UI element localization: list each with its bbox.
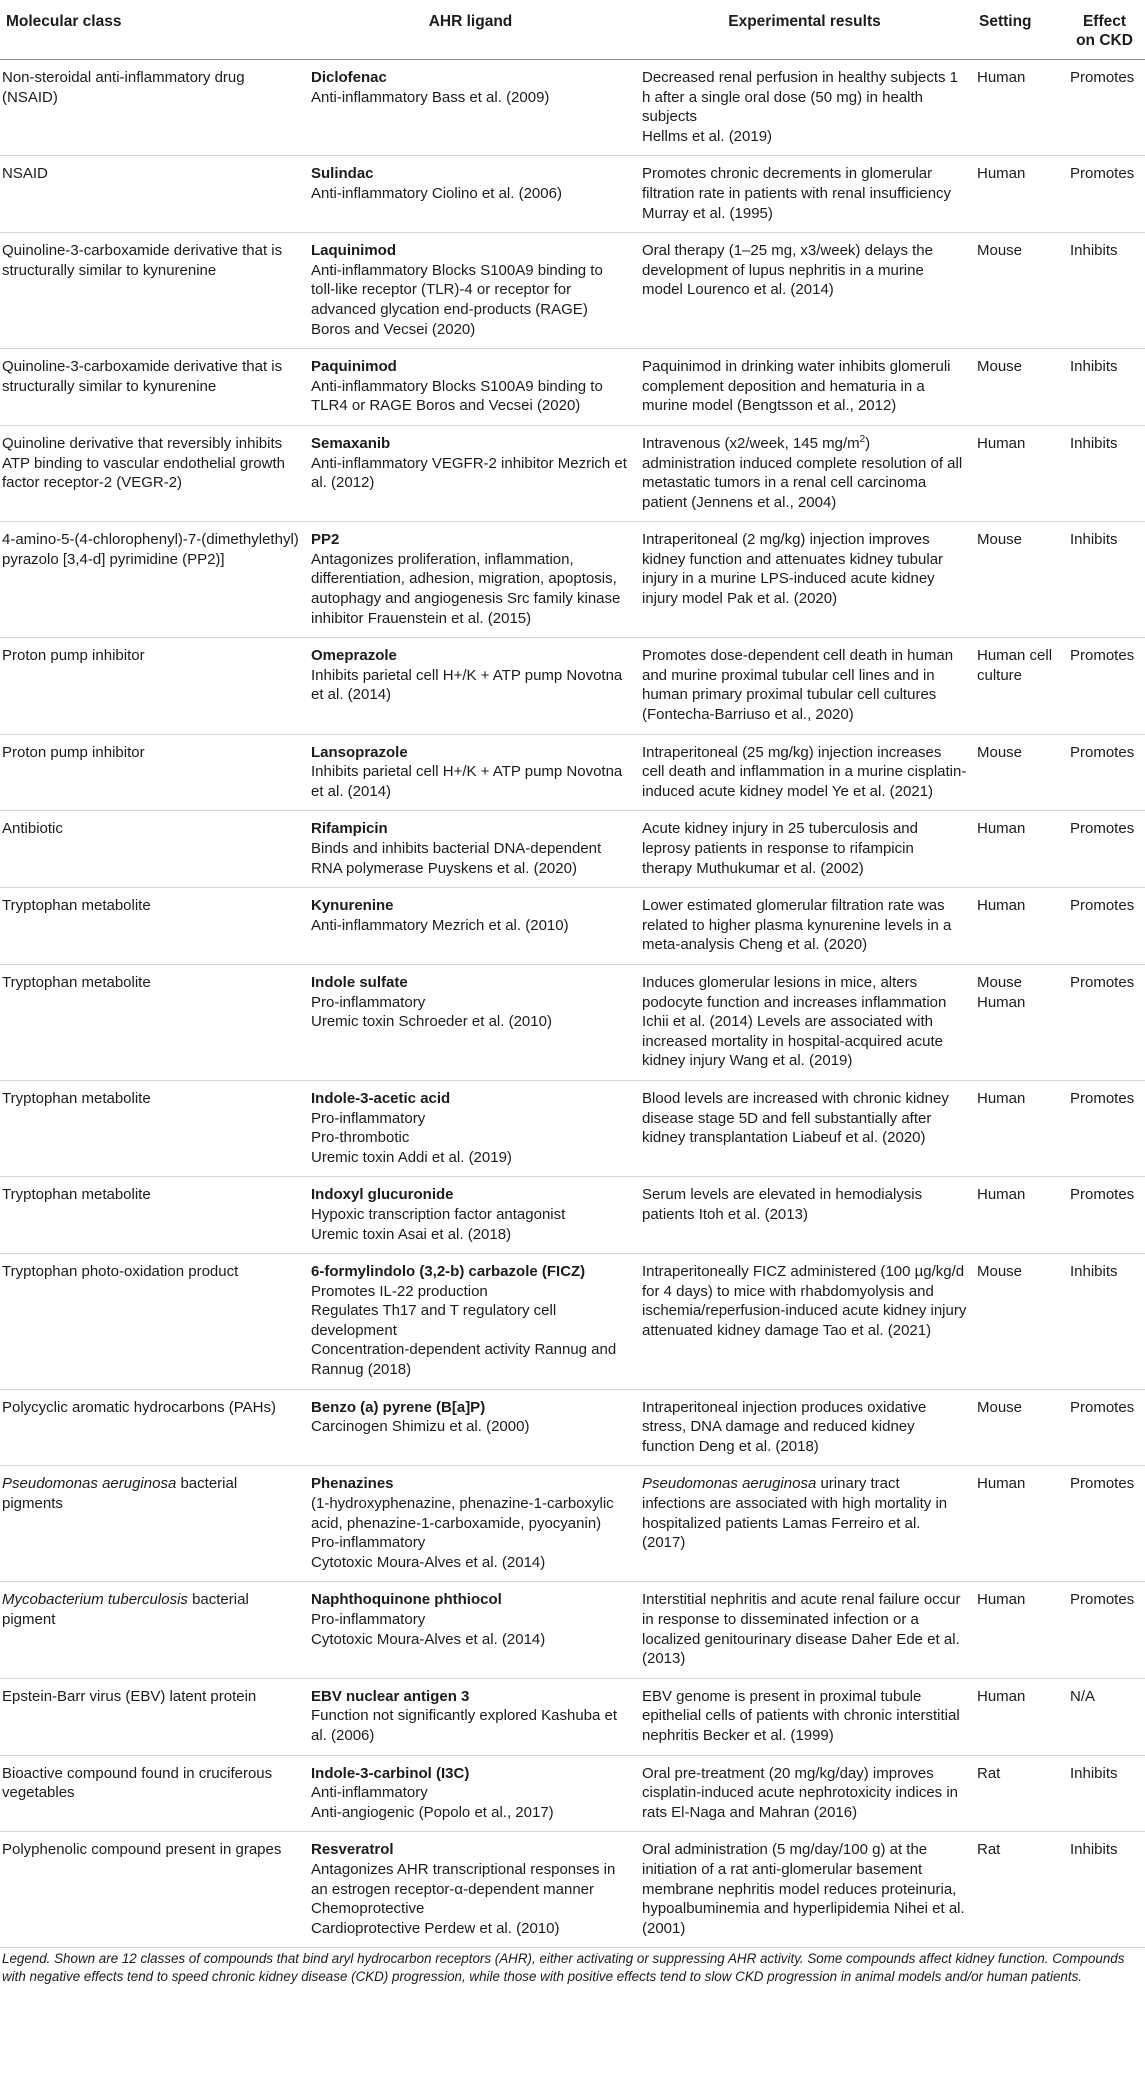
result-text: Promotes chronic decrements in glomerular filtration rate in patients with renal insufficiency Murray et al. (1995) — [642, 165, 952, 222]
class-text: Quinoline-3-carboxamide derivative that is structurally similar to kynurenine — [2, 242, 283, 279]
result-organism-name: Pseudomonas aeruginosa — [642, 1475, 817, 1493]
table-row — [0, 1177, 1145, 1254]
cell-ahr-ligand — [305, 638, 636, 734]
ligand-description: Binds and inhibits bacterial DNA-dependent RNA polymerase Puyskens et al. (2020) — [311, 840, 602, 877]
cell-effect-on-ckd: Inhibits — [1064, 522, 1145, 638]
cell-setting: Human — [973, 156, 1064, 233]
ligand-name: Paquinimod — [311, 358, 397, 376]
cell-experimental-results — [636, 1177, 973, 1254]
class-text: Tryptophan metabolite — [2, 1089, 151, 1107]
ligand-description: Cytotoxic Moura-Alves et al. (2014) — [311, 1630, 546, 1648]
result-text: Induces glomerular lesions in mice, alters podocyte function and increases inflammation Ichii et al. (2014) Levels are associated with increased mortality in hospital-acquired acute kidney injury Wang et al. (2019) — [642, 973, 947, 1070]
result-text: EBV genome is present in proximal tubule epithelial cells of patients with chronic interstitial nephritis Becker et al. (1999) — [642, 1687, 960, 1744]
class-text: Tryptophan metabolite — [2, 973, 151, 991]
table-row — [0, 1080, 1145, 1176]
cell-setting: Human — [973, 1582, 1064, 1678]
cell-experimental-results — [636, 233, 973, 349]
class-text: bacterial pigments — [2, 1475, 238, 1513]
cell-experimental-results — [636, 1389, 973, 1466]
header-experimental-results: Experimental results — [636, 0, 973, 60]
result-text: Promotes dose-dependent cell death in human and murine proximal tubular cell lines and in human primary proximal tubular cell cultures (Fontecha-Barriuso et al., 2020) — [642, 647, 954, 724]
cell-effect-on-ckd: Inhibits — [1064, 349, 1145, 426]
class-text: Tryptophan metabolite — [2, 897, 151, 915]
cell-experimental-results — [636, 522, 973, 638]
cell-ahr-ligand — [305, 1389, 636, 1466]
ligand-description: Antagonizes AHR transcriptional responses in an estrogen receptor-α-dependent manner — [311, 1860, 616, 1898]
ligand-description: Anti-inflammatory Blocks S100A9 binding to TLR4 or RAGE Boros and Vecsei (2020) — [311, 377, 603, 415]
ligand-name: Laquinimod — [311, 242, 396, 260]
class-text: Tryptophan metabolite — [2, 1186, 151, 1204]
cell-experimental-results — [636, 156, 973, 233]
result-text: Interstitial nephritis and acute renal failure occur in response to disseminated infection or a localized genitourinary disease Daher Ede et al. (2013) — [642, 1591, 961, 1668]
cell-ahr-ligand — [305, 1582, 636, 1678]
ligand-description: Uremic toxin Schroeder et al. (2010) — [311, 1013, 552, 1031]
cell-setting: Rat — [973, 1755, 1064, 1832]
ligand-description: Uremic toxin Addi et al. (2019) — [311, 1148, 512, 1166]
cell-ahr-ligand — [305, 888, 636, 965]
result-text: Intraperitoneal (2 mg/kg) injection improves kidney function and attenuates kidney tubular injury in a murine LPS-induced acute kidney injury model Pak et al. (2020) — [642, 531, 944, 608]
cell-molecular-class — [0, 734, 305, 811]
cell-molecular-class — [0, 1254, 305, 1390]
cell-molecular-class — [0, 888, 305, 965]
cell-setting: Mouse — [973, 522, 1064, 638]
result-superscript: 2 — [859, 433, 866, 445]
ligand-description: Inhibits parietal cell H+/K + ATP pump Novotna et al. (2014) — [311, 666, 623, 704]
cell-molecular-class — [0, 156, 305, 233]
ligand-description: Pro-thrombotic — [311, 1129, 410, 1147]
cell-ahr-ligand — [305, 1254, 636, 1390]
ligand-name: Indole sulfate — [311, 973, 408, 991]
cell-ahr-ligand — [305, 1080, 636, 1176]
ligand-description: Pro-inflammatory — [311, 1534, 426, 1552]
class-text: Antibiotic — [2, 820, 63, 838]
table-legend — [0, 1948, 1145, 1986]
table-row — [0, 811, 1145, 888]
cell-ahr-ligand — [305, 349, 636, 426]
cell-experimental-results — [636, 811, 973, 888]
class-text: Epstein-Barr virus (EBV) latent protein — [2, 1687, 257, 1705]
ligand-description: Anti-inflammatory — [311, 1784, 428, 1802]
cell-effect-on-ckd: Promotes — [1064, 60, 1145, 156]
ligand-description: Anti-inflammatory Mezrich et al. (2010) — [311, 916, 569, 934]
header-effect-on-ckd — [1064, 0, 1145, 60]
cell-ahr-ligand — [305, 156, 636, 233]
ligand-description: Concentration-dependent activity Rannug and Rannug (2018) — [311, 1341, 617, 1379]
cell-experimental-results — [636, 60, 973, 156]
header-effect-line2: on CKD — [1076, 32, 1133, 49]
table-row — [0, 964, 1145, 1080]
ligand-description: Regulates Th17 and T regulatory cell development — [311, 1302, 557, 1339]
table-header-row — [0, 0, 1145, 60]
table-row — [0, 156, 1145, 233]
ligand-name: Semaxanib — [311, 434, 391, 452]
cell-setting: Human — [973, 811, 1064, 888]
result-text: Hellms et al. (2019) — [642, 127, 773, 145]
cell-experimental-results — [636, 888, 973, 965]
cell-setting: Human — [973, 1678, 1064, 1755]
ligand-name: Sulindac — [311, 165, 374, 183]
class-text: Polyphenolic compound present in grapes — [2, 1841, 282, 1859]
table-row — [0, 1832, 1145, 1948]
ligand-description: Pro-inflammatory — [311, 1109, 426, 1127]
ligand-description: Anti-inflammatory Ciolino et al. (2006) — [311, 184, 562, 202]
table-row — [0, 1389, 1145, 1466]
table-row — [0, 1466, 1145, 1582]
ligand-description: Function not significantly explored Kashuba et al. (2006) — [311, 1707, 618, 1744]
ligand-name: 6-formylindolo (3,2-b) carbazole (FICZ) — [311, 1263, 586, 1281]
result-text: urinary tract infections are associated with high mortality in hospitalized patients Lamas Ferreiro et al. (2017) — [642, 1475, 948, 1552]
cell-molecular-class — [0, 1080, 305, 1176]
result-text: Serum levels are elevated in hemodialysis patients Itoh et al. (2013) — [642, 1186, 923, 1223]
ligand-description: Inhibits parietal cell H+/K + ATP pump Novotna et al. (2014) — [311, 763, 623, 800]
cell-molecular-class — [0, 1582, 305, 1678]
result-text: Intravenous (x2/week, 145 mg/m — [642, 434, 860, 452]
cell-setting: Mouse Human — [973, 964, 1064, 1080]
cell-ahr-ligand — [305, 1177, 636, 1254]
ligand-name: Phenazines — [311, 1475, 394, 1493]
cell-effect-on-ckd: Inhibits — [1064, 425, 1145, 521]
cell-molecular-class — [0, 425, 305, 521]
result-text: Oral administration (5 mg/day/100 g) at the initiation of a rat anti-glomerular basement membrane nephritis model reduces proteinuria, hypoalbuminemia and hyperlipidemia Nihei et al. (2001) — [642, 1841, 965, 1937]
class-text: bacterial pigment — [2, 1591, 249, 1628]
cell-ahr-ligand — [305, 522, 636, 638]
cell-molecular-class — [0, 1678, 305, 1755]
cell-effect-on-ckd: Promotes — [1064, 1389, 1145, 1466]
ligand-name: EBV nuclear antigen 3 — [311, 1687, 470, 1705]
cell-molecular-class — [0, 1832, 305, 1948]
result-text: Paquinimod in drinking water inhibits glomeruli complement deposition and hematuria in a murine model (Bengtsson et al., 2012) — [642, 358, 951, 415]
table-row — [0, 233, 1145, 349]
cell-ahr-ligand — [305, 1466, 636, 1582]
ligand-description: Anti-inflammatory VEGFR-2 inhibitor Mezrich et al. (2012) — [311, 454, 627, 492]
class-text: Tryptophan photo-oxidation product — [2, 1263, 239, 1281]
cell-experimental-results — [636, 638, 973, 734]
cell-effect-on-ckd: Promotes — [1064, 1466, 1145, 1582]
ligand-name: Omeprazole — [311, 647, 397, 665]
cell-experimental-results — [636, 964, 973, 1080]
result-text: Oral therapy (1–25 mg, x3/week) delays the development of lupus nephritis in a murine model Lourenco et al. (2014) — [642, 242, 933, 299]
cell-ahr-ligand — [305, 1755, 636, 1832]
cell-ahr-ligand — [305, 60, 636, 156]
cell-experimental-results — [636, 734, 973, 811]
cell-effect-on-ckd: Inhibits — [1064, 1254, 1145, 1390]
ligand-name: Indole-3-acetic acid — [311, 1089, 451, 1107]
cell-experimental-results — [636, 1080, 973, 1176]
cell-effect-on-ckd: Promotes — [1064, 1080, 1145, 1176]
cell-effect-on-ckd: Promotes — [1064, 888, 1145, 965]
class-text: 4-amino-5-(4-chlorophenyl)-7-(dimethylethyl) pyrazolo [3,4-d] pyrimidine (PP2)] — [2, 531, 299, 568]
ligand-description: Chemoprotective — [311, 1900, 425, 1918]
cell-molecular-class — [0, 349, 305, 426]
ligand-description: Anti-inflammatory Bass et al. (2009) — [311, 88, 550, 106]
cell-ahr-ligand — [305, 811, 636, 888]
cell-setting: Mouse — [973, 233, 1064, 349]
cell-effect-on-ckd: Inhibits — [1064, 1755, 1145, 1832]
ligand-description: Hypoxic transcription factor antagonist — [311, 1205, 566, 1223]
class-organism-name: Mycobacterium tuberculosis — [2, 1591, 188, 1609]
ligand-description: Pro-inflammatory — [311, 993, 426, 1011]
ligand-name: Resveratrol — [311, 1841, 394, 1859]
class-organism-name: Pseudomonas aeruginosa — [2, 1475, 177, 1493]
result-text: Acute kidney injury in 25 tuberculosis and leprosy patients in response to rifampicin therapy Muthukumar et al. (2002) — [642, 820, 918, 877]
cell-setting: Rat — [973, 1832, 1064, 1948]
cell-effect-on-ckd: Promotes — [1064, 964, 1145, 1080]
cell-setting: Human — [973, 1466, 1064, 1582]
header-effect-line1: Effect — [1082, 13, 1127, 30]
ligand-name: Kynurenine — [311, 897, 394, 915]
result-text: Oral pre-treatment (20 mg/kg/day) improves cisplatin-induced acute nephrotoxicity indices in rats El-Naga and Mahran (2016) — [642, 1764, 959, 1821]
cell-molecular-class — [0, 1466, 305, 1582]
cell-ahr-ligand — [305, 1678, 636, 1755]
cell-experimental-results — [636, 1466, 973, 1582]
table-row — [0, 888, 1145, 965]
result-text: Intraperitoneal injection produces oxidative stress, DNA damage and reduced kidney function Deng et al. (2018) — [642, 1398, 927, 1455]
cell-setting: Human — [973, 888, 1064, 965]
table-row — [0, 1755, 1145, 1832]
class-text: Quinoline-3-carboxamide derivative that is structurally similar to kynurenine — [2, 358, 283, 395]
ligand-description: Uremic toxin Asai et al. (2018) — [311, 1225, 512, 1243]
cell-effect-on-ckd: Promotes — [1064, 1177, 1145, 1254]
cell-effect-on-ckd: Promotes — [1064, 638, 1145, 734]
cell-effect-on-ckd: Promotes — [1064, 1582, 1145, 1678]
table-row — [0, 734, 1145, 811]
ligand-name: Rifampicin — [311, 820, 388, 838]
cell-molecular-class — [0, 964, 305, 1080]
table-row — [0, 60, 1145, 156]
result-text: ) administration induced complete resolution of all metastatic tumors in a renal cell carcinoma patient (Jennens et al., 2004) — [642, 434, 963, 511]
table-body — [0, 60, 1145, 1948]
ligand-name: Diclofenac — [311, 69, 387, 86]
ligand-description: Anti-angiogenic (Popolo et al., 2017) — [311, 1803, 554, 1821]
cell-ahr-ligand — [305, 1832, 636, 1948]
result-text: Lower estimated glomerular filtration rate was related to higher plasma kynurenine levels in a meta-analysis Cheng et al. (2020) — [642, 897, 952, 954]
table-row — [0, 1582, 1145, 1678]
ligand-description: Antagonizes proliferation, inflammation, differentiation, adhesion, migration, apoptosis, autophagy and angiogenesis Src family kinase inhibitor Frauenstein et al. (2015) — [311, 550, 621, 627]
cell-experimental-results — [636, 349, 973, 426]
cell-molecular-class — [0, 233, 305, 349]
cell-experimental-results — [636, 1582, 973, 1678]
cell-experimental-results — [636, 425, 973, 521]
cell-effect-on-ckd: Promotes — [1064, 156, 1145, 233]
class-text: Non-steroidal anti-inflammatory drug (NSAID) — [2, 69, 245, 106]
legend-label: Legend. — [2, 1951, 51, 1967]
cell-setting: Human — [973, 1177, 1064, 1254]
cell-molecular-class — [0, 1177, 305, 1254]
cell-experimental-results — [636, 1254, 973, 1390]
ligand-name: Indole-3-carbinol (I3C) — [311, 1764, 470, 1782]
ligand-name: Benzo (a) pyrene (B[a]P) — [311, 1398, 486, 1416]
ligand-description: Promotes IL-22 production — [311, 1282, 488, 1300]
class-text: Bioactive compound found in cruciferous vegetables — [2, 1764, 273, 1802]
class-text: Polycyclic aromatic hydrocarbons (PAHs) — [2, 1398, 276, 1416]
ligand-description: (1-hydroxyphenazine, phenazine-1-carboxylic acid, phenazine-1-carboxamide, pyocyanin) — [311, 1495, 614, 1532]
cell-effect-on-ckd: Promotes — [1064, 734, 1145, 811]
cell-experimental-results — [636, 1832, 973, 1948]
ligand-name: Naphthoquinone phthiocol — [311, 1591, 502, 1609]
cell-molecular-class — [0, 1755, 305, 1832]
ligand-name: Indoxyl glucuronide — [311, 1186, 454, 1204]
cell-setting: Human — [973, 1080, 1064, 1176]
ligand-description: Cytotoxic Moura-Alves et al. (2014) — [311, 1553, 546, 1571]
cell-molecular-class — [0, 1389, 305, 1466]
cell-setting: Human cell culture — [973, 638, 1064, 734]
result-text: Blood levels are increased with chronic kidney disease stage 5D and fell substantially after kidney transplantation Liabeuf et al. (2020) — [642, 1089, 949, 1147]
table-row — [0, 349, 1145, 426]
cell-setting: Mouse — [973, 349, 1064, 426]
table-row — [0, 522, 1145, 638]
cell-ahr-ligand — [305, 425, 636, 521]
cell-ahr-ligand — [305, 734, 636, 811]
cell-molecular-class — [0, 522, 305, 638]
legend-text: Shown are 12 classes of compounds that bind aryl hydrocarbon receptors (AHR), either activating or suppressing AHR activity. Some compounds affect kidney function. Compounds with negative effects tend to speed chronic kidney disease (CKD) progression, while those with positive effects tend to slow CKD progression in animal models and/or human patients. — [2, 1951, 1125, 1985]
header-setting: Setting — [973, 0, 1064, 60]
class-text: Proton pump inhibitor — [2, 647, 145, 665]
ligand-name: PP2 — [311, 531, 340, 549]
ligand-description: Anti-inflammatory Blocks S100A9 binding to toll-like receptor (TLR)-4 or receptor for advanced glycation end-products (RAGE) Boros and Vecsei (2020) — [311, 261, 603, 338]
cell-molecular-class — [0, 60, 305, 156]
header-molecular-class: Molecular class — [0, 0, 305, 60]
cell-effect-on-ckd: N/A — [1064, 1678, 1145, 1755]
cell-setting: Human — [973, 425, 1064, 521]
class-text: Proton pump inhibitor — [2, 743, 145, 761]
table-row — [0, 1254, 1145, 1390]
ligand-description: Carcinogen Shimizu et al. (2000) — [311, 1418, 530, 1436]
cell-effect-on-ckd: Inhibits — [1064, 233, 1145, 349]
cell-experimental-results — [636, 1678, 973, 1755]
cell-experimental-results — [636, 1755, 973, 1832]
ligand-description: Pro-inflammatory — [311, 1611, 426, 1628]
cell-effect-on-ckd: Promotes — [1064, 811, 1145, 888]
result-text: Intraperitoneally FICZ administered (100 µg/kg/d for 4 days) to mice with rhabdomyolysis and ischemia/reperfusion-induced acute kidney injury attenuated kidney damage Tao et al. (2021) — [642, 1263, 967, 1339]
class-text: Quinoline derivative that reversibly inhibits ATP binding to vascular endothelial growth factor receptor-2 (VEGR-2) — [2, 434, 285, 492]
table-row — [0, 425, 1145, 521]
cell-setting: Mouse — [973, 734, 1064, 811]
result-text: Intraperitoneal (25 mg/kg) injection increases cell death and inflammation in a murine cisplatin-induced acute kidney model Ye et al. (2021) — [642, 743, 967, 800]
cell-effect-on-ckd: Inhibits — [1064, 1832, 1145, 1948]
cell-setting: Human — [973, 60, 1064, 156]
table-row — [0, 1678, 1145, 1755]
cell-ahr-ligand — [305, 233, 636, 349]
cell-molecular-class — [0, 811, 305, 888]
cell-setting: Mouse — [973, 1254, 1064, 1390]
cell-ahr-ligand — [305, 964, 636, 1080]
table-row — [0, 638, 1145, 734]
class-text: NSAID — [2, 165, 48, 183]
result-text: Decreased renal perfusion in healthy subjects 1 h after a single oral dose (50 mg) in health subjects — [642, 69, 959, 126]
ligand-name: Lansoprazole — [311, 743, 408, 761]
header-ahr-ligand: AHR ligand — [305, 0, 636, 60]
cell-molecular-class — [0, 638, 305, 734]
cell-setting: Mouse — [973, 1389, 1064, 1466]
ligand-description: Cardioprotective Perdew et al. (2010) — [311, 1919, 560, 1937]
